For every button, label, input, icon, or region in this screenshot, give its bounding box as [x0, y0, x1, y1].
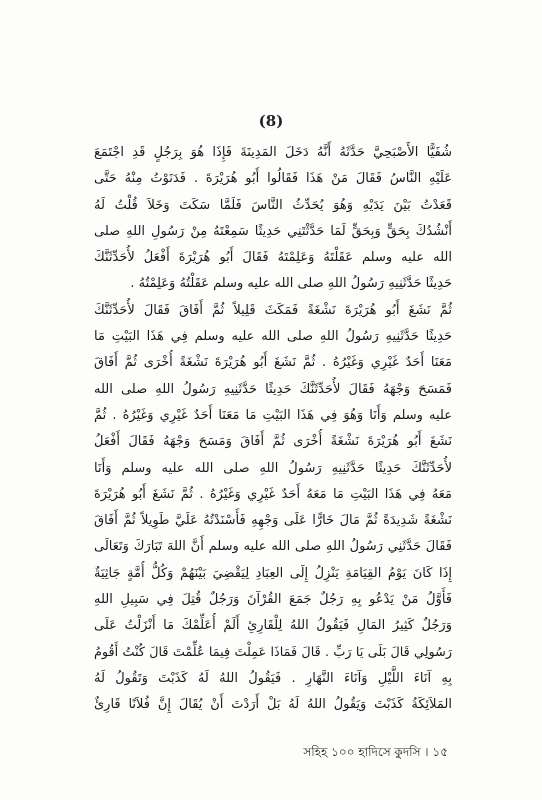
- text-line: المَلاَئِكَةُ كَذَبْتَ وَيَقُولُ اللهُ لَهُ بَلْ أَرَدْتَ أَنْ يُقَالَ إِنَّ فُلاَنًا قَارِئٌ: [94, 697, 452, 713]
- text-line: قَعَدْتُ بَيْنَ يَدَيْهِ وَهُوَ يُحَدِّثُ النَّاسَ فَلَمَّا سَكَتَ وَخَلاَ قُلْتُ لَهُ: [94, 197, 452, 213]
- text-line: عليه وسلم وَأَنَا وَهُوَ فِي هَذَا البَيْتِ مَا مَعَنَا أَحَدٌ غَيْرِي وَغَيْرُهُ . ثُمَّ: [94, 407, 452, 423]
- arabic-hadith-text: [94, 140, 452, 719]
- text-line: وَرَجُلٌ كَثِيرُ المَالِ فَيَقُولُ اللهُ لِلْقَارِئِ أَلَمْ أُعَلِّمْكَ مَا أَنْزَلْتُ عَلَى: [94, 618, 452, 634]
- text-line: أَنْشُدُكَ بِحَقٍّ وَبِحَقٍّ لَمَا حَدَّثْتَنِي حَدِيثًا سَمِعْتَهُ مِنْ رَسُولِ اللهِ صلى: [94, 223, 452, 239]
- text-line: عَلَيْهِ النَّاسُ فَقَالَ مَنْ هَذَا فَقَالُوا أَبُو هُرَيْرَةَ . فَدَنَوْتُ مِنْهُ حَتَّى: [94, 171, 452, 187]
- section-number: (8): [258, 112, 284, 130]
- text-line: نَشْغَةً شَدِيدَةً ثُمَّ مَالَ خَارًّا عَلَى وَجْهِهِ فَأَسْنَدْتُهُ عَلَيَّ طَوِيلاً ثُمَّ أَفَاقَ: [94, 513, 452, 529]
- page-footer: সহিহ ১০০ হাদিসে কুদসি । ১৫: [303, 745, 448, 759]
- text-line: رَسُولِي قَالَ بَلَى يَا رَبِّ . قَالَ فَمَاذَا عَمِلْتَ فِيمَا عُلِّمْتَ قَالَ كُنْتُ أَقُومُ: [94, 644, 452, 660]
- text-line: فَمَسَحَ وَجْهَهُ فَقَالَ لأُحَدِّثَنَّكَ حَدِيثًا حَدَّثَنِيهِ رَسُولُ اللهِ صلى الله: [94, 381, 452, 397]
- text-line: شُفَيًّا الأَصْبَحِيَّ حَدَّثَهُ أَنَّهُ دَخَلَ المَدِينَةَ فَإِذَا هُوَ بِرَجُلٍ قَدِ اجْتَمَعَ: [94, 145, 452, 160]
- text-line: فَقَالَ حَدَّثَنِي رَسُولُ اللهِ صلى الله عليه وسلم أَنَّ اللهَ تَبَارَكَ وَتَعَالَى: [94, 539, 452, 555]
- text-line: مَعَنَا أَحَدٌ غَيْرِي وَغَيْرُهُ . ثُمَّ نَشَغَ أَبُو هُرَيْرَةَ نَشْغَةً أُخْرَى ثُمَّ أَفَاقَ: [94, 355, 452, 371]
- text-line: ثُمَّ نَشَغَ أَبُو هُرَيْرَةَ نَشْغَةً فَمَكَثَ قَلِيلاً ثُمَّ أَفَاقَ فَقَالَ لأُحَدِّثَنَّكَ: [94, 302, 452, 318]
- text-line: حَدِيثًا حَدَّثَنِيهِ رَسُولُ اللهِ صلى الله عليه وسلم عَقَلْتُهُ وَعَلِمْتُهُ .: [130, 276, 452, 292]
- text-line: مَعَهُ فِي هَذَا البَيْتِ مَا مَعَهُ أَحَدٌ غَيْرِي وَغَيْرُهُ . ثُمَّ نَشَغَ أَبُو هُرَيْرَةَ: [94, 486, 452, 502]
- text-line: نَشَغَ أَبُو هُرَيْرَةَ نَشْغَةً أُخْرَى ثُمَّ أَفَاقَ وَمَسَحَ وَجْهَهُ فَقَالَ أَفْعَلُ: [94, 434, 452, 450]
- text-line: إِذَا كَانَ يَوْمُ القِيَامَةِ يَنْزِلُ إِلَى العِبَادِ لِيَقْضِيَ بَيْنَهُمْ وَكُلُّ أُمَّةٍ جَاثِيَةٌ: [94, 565, 452, 581]
- text-line: فَأَوَّلُ مَنْ يَدْعُو بِهِ رَجُلٌ جَمَعَ القُرْآنَ وَرَجُلٌ قُتِلَ فِي سَبِيلِ اللهِ: [94, 592, 452, 608]
- text-line: لأُحَدِّثَنَّكَ حَدِيثًا حَدَّثَنِيهِ رَسُولُ اللهِ صلى الله عليه وسلم وَأَنَا: [94, 460, 452, 476]
- text-line: بِهِ آنَاءَ اللَّيْلِ وَآنَاءَ النَّهَارِ . فَيَقُولُ اللهُ لَهُ كَذَبْتَ وَتَقُولُ لَهُ: [94, 670, 452, 686]
- text-line: حَدِيثًا حَدَّثَنِيهِ رَسُولُ اللهِ صلى الله عليه وسلم فِي هَذَا البَيْتِ مَا: [94, 329, 452, 345]
- text-line: الله عليه وسلم عَقَلْتَهُ وَعَلِمْتَهُ فَقَالَ أَبُو هُرَيْرَةَ أَفْعَلُ لأُحَدِّثَنَّكَ: [94, 250, 452, 266]
